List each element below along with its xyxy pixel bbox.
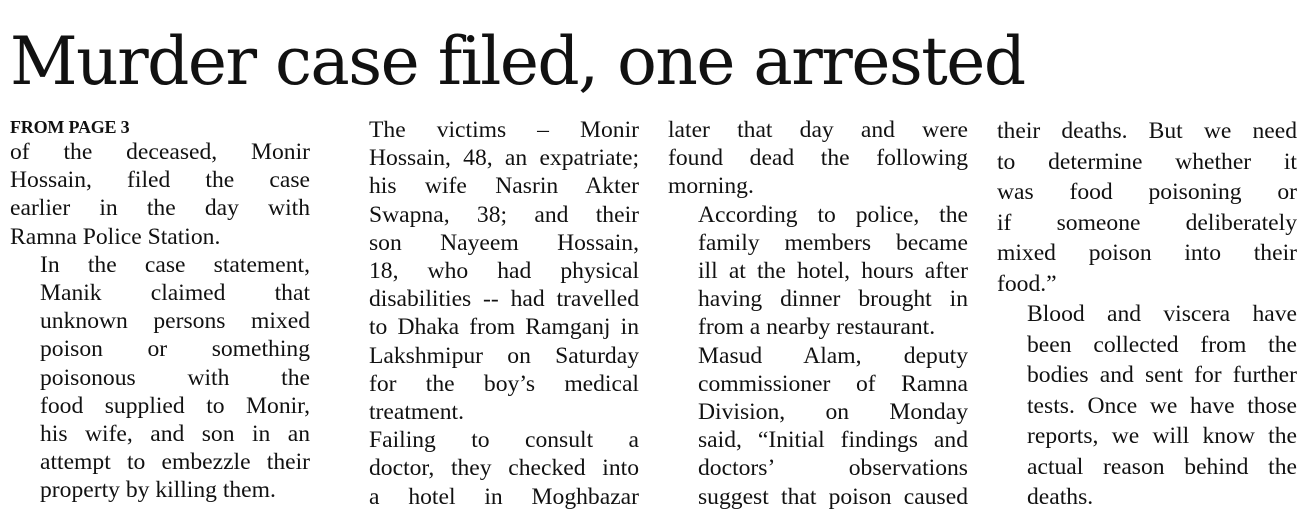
article-line: poisonous with the <box>40 364 310 391</box>
article-line: been collected from the <box>1027 331 1297 358</box>
article-column-4 <box>997 116 1297 513</box>
article-line: Blood and viscera have <box>1027 301 1297 327</box>
article-paragraph <box>668 342 968 511</box>
article-line: earlier in the day with <box>10 195 310 222</box>
article-paragraph <box>339 116 639 426</box>
article-paragraph <box>10 251 310 505</box>
article-line: to Dhaka from Ramganj in <box>369 314 639 341</box>
article-line: Hossain, filed the case <box>10 167 310 194</box>
article-line: deaths. <box>1027 484 1094 510</box>
article-paragraph <box>997 116 1297 299</box>
article-paragraph <box>10 138 310 251</box>
article-line: Division, on Monday <box>698 399 968 426</box>
article-line: unknown persons mixed <box>40 308 310 335</box>
article-line: having dinner brought in <box>698 286 968 313</box>
article-line: Masud Alam, deputy <box>698 342 968 369</box>
article-line: was food poisoning or <box>997 179 1297 205</box>
article-line: found dead the following <box>668 145 968 172</box>
article-line: In the case statement, <box>40 251 310 278</box>
article-line: attempt to embezzle their <box>40 449 310 476</box>
jump-line: FROM PAGE 3 <box>10 117 130 137</box>
article-line: food supplied to Monir, <box>40 392 310 419</box>
article-line: from a nearby restaurant. <box>698 314 936 341</box>
article-line: doctors’ observations <box>698 455 968 482</box>
article-line: Swapna, 38; and their <box>369 201 639 228</box>
article-line: tests. Once we have those <box>1027 392 1297 419</box>
article-line: mixed poison into their <box>997 240 1297 266</box>
article-line: Hossain, 48, an expatriate; <box>369 145 639 172</box>
article-line: a hotel in Moghbazar <box>369 483 639 510</box>
article-line: commissioner of Ramna <box>698 370 968 397</box>
article-line: later that day and were <box>668 117 968 143</box>
article-line: their deaths. But we need <box>997 118 1297 144</box>
article-column-1 <box>10 116 310 505</box>
article-line: Lakshmipur on Saturday <box>369 342 639 369</box>
article-line: poison or something <box>40 336 310 363</box>
article-line: disabilities -- had travelled <box>369 286 639 313</box>
article-paragraph <box>668 201 968 342</box>
article-column-2 <box>339 116 639 511</box>
article-line: to determine whether it <box>997 148 1297 175</box>
article-line: his wife, and son in an <box>40 421 310 448</box>
article-line: Failing to consult a <box>369 427 639 454</box>
article-line: said, “Initial findings and <box>698 427 968 454</box>
article-line: According to police, the <box>698 201 968 228</box>
article-line: for the boy’s medical <box>369 370 639 397</box>
article-line: reports, we will know the <box>1027 423 1297 449</box>
article-line: property by killing them. <box>40 477 276 504</box>
article-line: bodies and sent for further <box>1027 362 1297 388</box>
article-line: morning. <box>668 173 754 200</box>
article-line: food.” <box>997 270 1057 297</box>
headline: Murder case filed, one arrested <box>10 23 1025 100</box>
article-paragraph <box>339 426 639 511</box>
article-line: his wife Nasrin Akter <box>369 173 639 200</box>
article-paragraph <box>997 299 1297 513</box>
article-line: actual reason behind the <box>1027 453 1297 480</box>
article-line: family members became <box>698 229 968 256</box>
article-line: of the deceased, Monir <box>10 139 310 165</box>
article-line: if someone deliberately <box>997 209 1297 236</box>
article-line: Ramna Police Station. <box>10 223 221 250</box>
article-line: treatment. <box>369 399 464 426</box>
article-line: The victims – Monir <box>369 117 639 143</box>
article-line: suggest that poison caused <box>698 483 968 510</box>
article-paragraph <box>668 116 968 201</box>
article-line: ill at the hotel, hours after <box>698 258 968 285</box>
article-column-3 <box>668 116 968 511</box>
article-line: 18, who had physical <box>369 258 639 285</box>
article-line: son Nayeem Hossain, <box>369 229 639 256</box>
article-line: Manik claimed that <box>40 280 310 307</box>
article-line: doctor, they checked into <box>369 455 639 482</box>
